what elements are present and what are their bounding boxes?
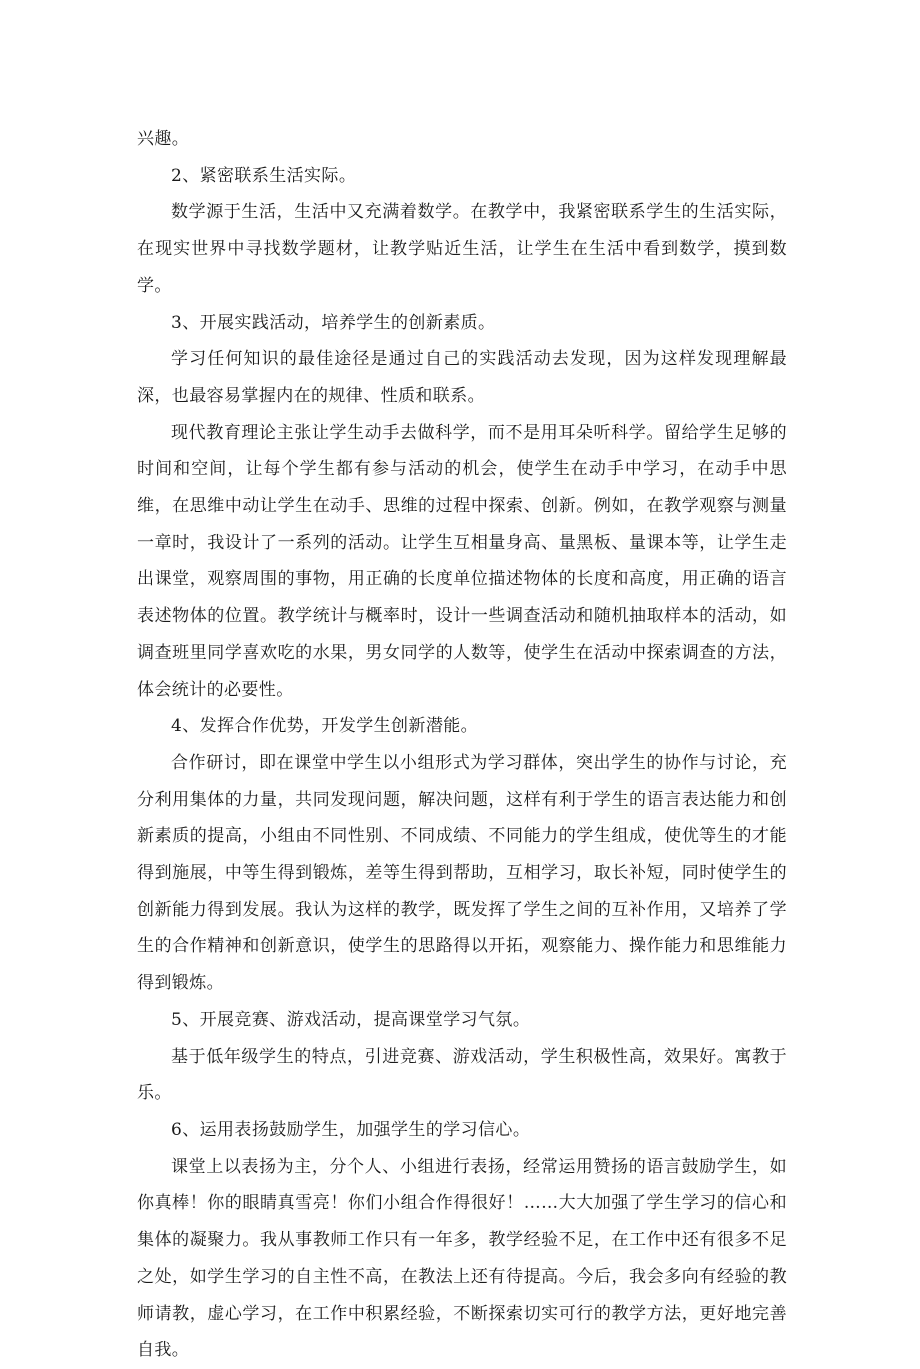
section-heading-6: 6、运用表扬鼓励学生，加强学生的学习信心。 — [171, 1119, 531, 1140]
section-heading-3: 3、开展实践活动，培养学生的创新素质。 — [171, 312, 496, 333]
section-heading-2: 2、紧密联系生活实际。 — [171, 165, 357, 186]
paragraph-life-connection: 数学源于生活，生活中又充满着数学。在教学中，我紧密联系学生的生活实际，在现实世界中寻找数学题材，让教学贴近生活，让学生在生活中看到数学，摸到数学。 — [137, 202, 787, 296]
paragraph-practice-learning: 学习任何知识的最佳途径是通过自己的实践活动去发现，因为这样发现理解最深，也最容易掌握内在的规律、性质和联系。 — [137, 349, 787, 406]
section-heading-5: 5、开展竞赛、游戏活动，提高课堂学习气氛。 — [171, 1009, 531, 1030]
paragraph-games: 基于低年级学生的特点，引进竞赛、游戏活动，学生积极性高，效果好。寓教于乐。 — [137, 1046, 787, 1104]
paragraph-cooperation: 合作研讨，即在课堂中学生以小组形式为学习群体，突出学生的协作与讨论，充分利用集体的力量，共同发现问题，解决问题，这样有利于学生的语言表达能力和创新素质的提高，小组由不同性别、不同成绩、不同能力的学生组成，使优等生的才能得到施展，中等生得到锻炼，差等生得到帮助，互相学习，取长补短，同时使学生的创新能力得到发展。我认为这样的教学，既发挥了学生之间的互补作用，又培养了学生的合作精神和创新意识，使学生的思路得以开拓，观察能力、操作能力和思维能力得到锻炼。 — [137, 752, 787, 994]
document-body — [137, 121, 787, 1369]
section-heading-4: 4、发挥合作优势，开发学生创新潜能。 — [171, 716, 479, 737]
paragraph-continuation: 兴趣。 — [137, 129, 190, 149]
paragraph-praise: 课堂上以表扬为主，分个人、小组进行表扬，经常运用赞扬的语言鼓励学生，如你真棒！你的眼睛真雪亮！你们小组合作得很好！……大大加强了学生学习的信心和集体的凝聚力。我从事教师工作只有一年多，教学经验不足，在工作中还有很多不足之处，如学生学习的自主性不高，在教法上还有待提高。今后，我会多向有经验的教师请教，虚心学习，在工作中积累经验，不断探索切实可行的教学方法，更好地完善自我。 — [137, 1156, 787, 1361]
paragraph-modern-theory: 现代教育理论主张让学生动手去做科学，而不是用耳朵听科学。留给学生足够的时间和空间，让每个学生都有参与活动的机会，使学生在动手中学习，在动手中思维，在思维中动让学生在动手、思维的过程中探索、创新。例如，在教学观察与测量一章时，我设计了一系列的活动。让学生互相量身高、量黑板、量课本等，让学生走出课堂，观察周围的事物，用正确的长度单位描述物体的长度和高度，用正确的语言表述物体的位置。教学统计与概率时，设计一些调查活动和随机抽取样本的活动，如调查班里同学喜欢吃的水果，男女同学的人数等，使学生在活动中探索调查的方法，体会统计的必要性。 — [137, 422, 787, 700]
